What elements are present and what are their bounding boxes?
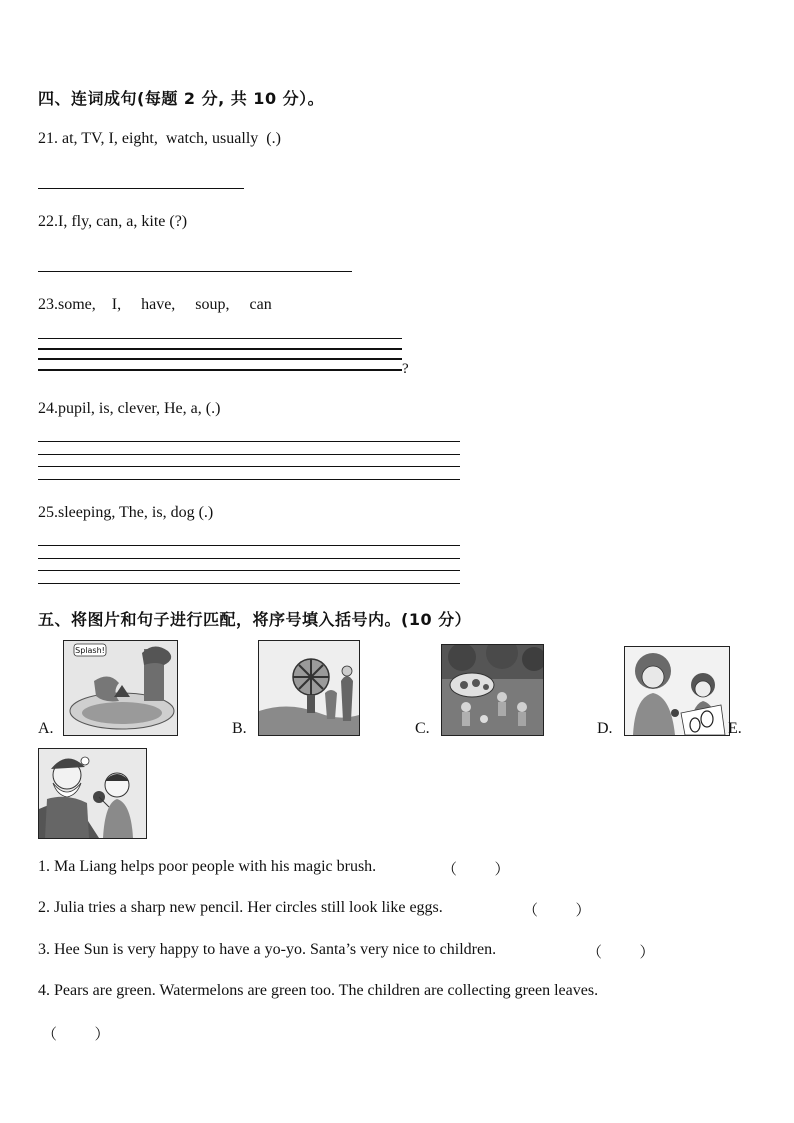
option-b-label: B.	[232, 720, 247, 737]
option-c-picture[interactable]	[441, 644, 544, 736]
santa-yoyo-illustration	[39, 749, 146, 838]
answer-line-23-1	[38, 338, 402, 339]
pencil-circles-illustration	[625, 647, 729, 735]
answer-line-23-4	[38, 369, 402, 371]
answer-line-25-1	[38, 545, 460, 546]
answer-line-24-1	[38, 441, 460, 442]
sentence-3: 3. Hee Sun is very happy to have a yo-yo. Santa’s very nice to children.	[38, 941, 497, 958]
option-d-label: D.	[597, 720, 613, 737]
sentence-4-blank[interactable]: （ ）	[42, 1027, 110, 1043]
sentence-2-blank[interactable]: （ ）	[523, 903, 591, 919]
answer-line-22[interactable]	[38, 271, 352, 272]
sentence-1: 1. Ma Liang helps poor people with his magic brush.	[38, 858, 377, 875]
option-a-label: A.	[38, 720, 54, 737]
question-21: 21. at, TV, I, eight, watch, usually (.)	[38, 130, 281, 147]
question-22: 22.I, fly, can, a, kite (?)	[38, 213, 188, 230]
answer-line-24-3	[38, 466, 460, 467]
section4-title: 四、连词成句(每题 2 分, 共 10 分）。	[38, 89, 325, 108]
answer-line-25-2	[38, 558, 460, 559]
sentence-3-blank[interactable]: （ ）	[587, 945, 655, 961]
option-a-picture[interactable]	[63, 640, 178, 736]
option-e-label: E.	[728, 720, 742, 737]
option-d-picture[interactable]	[624, 646, 730, 736]
option-b-picture[interactable]	[258, 640, 360, 736]
question-23: 23.some, I, have, soup, can	[38, 296, 272, 313]
sentence-2: 2. Julia tries a sharp new pencil. Her circles still look like eggs.	[38, 899, 443, 916]
answer-line-25-4	[38, 583, 460, 584]
question-25: 25.sleeping, The, is, dog (.)	[38, 504, 214, 521]
green-leaves-illustration	[442, 645, 543, 735]
sentence-1-blank[interactable]: （ ）	[442, 862, 510, 878]
answer-line-24-2	[38, 454, 460, 455]
question-24: 24.pupil, is, clever, He, a, (.)	[38, 400, 221, 417]
question-23-end-mark: ?	[402, 361, 409, 377]
answer-line-23-3	[38, 358, 402, 360]
magic-brush-illustration	[259, 641, 359, 735]
splash-scene-illustration	[64, 641, 177, 735]
answer-line-23-2	[38, 348, 402, 350]
option-e-picture[interactable]	[38, 748, 147, 839]
answer-line-24-4	[38, 479, 460, 480]
sentence-4: 4. Pears are green. Watermelons are green too. The children are collecting green leaves.	[38, 982, 599, 999]
splash-caption: Splash!	[75, 646, 105, 655]
section5-title: 五、将图片和句子进行匹配，将序号填入括号内。(10 分）	[38, 610, 472, 629]
option-c-label: C.	[415, 720, 430, 737]
answer-line-25-3	[38, 570, 460, 571]
answer-line-21[interactable]	[38, 188, 244, 189]
